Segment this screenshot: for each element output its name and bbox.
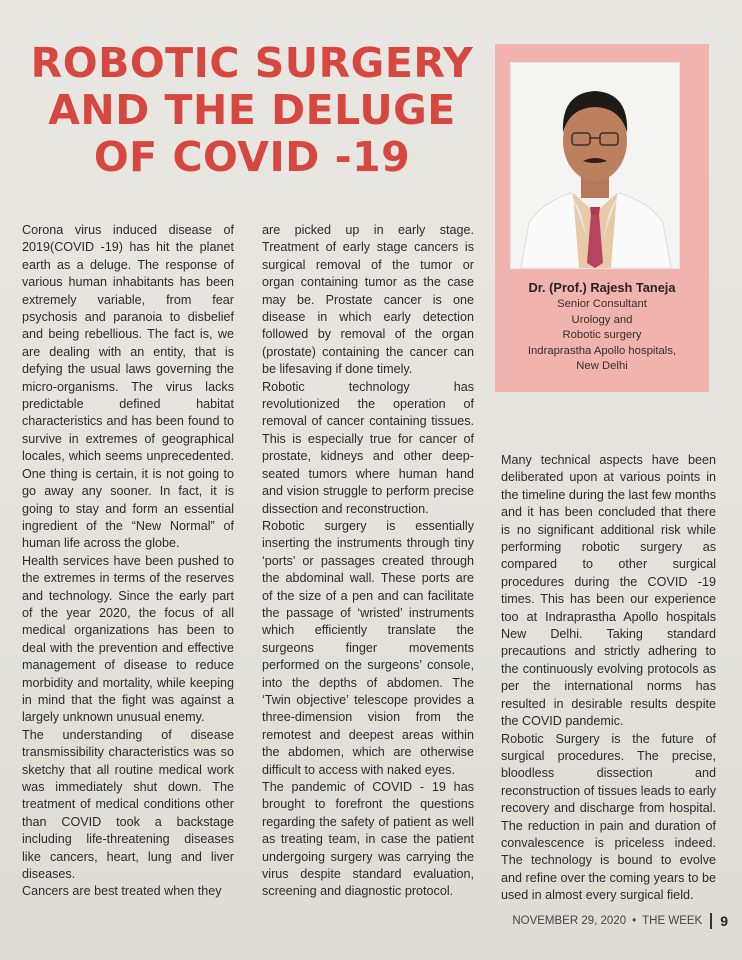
author-title-3: Robotic surgery [562,329,642,341]
paragraph: Robotic surgery is essentially inserting the instruments through tiny ‘ports’ or passages created through the abdominal wall. These ports are of the size of a pen and can facilitate the passage of ‘wristed’ instruments which efficiently translate the surgeons finger movements performed on the surgeons’ console, into the depths of abdomen. The ‘Twin objective’ telescope provides a three-dimension vision from the remotest and deepest areas within the abdomen, which are otherwise difficult to access with naked eyes. [262,518,474,777]
paragraph: Many technical aspects have been deliberated upon at various points in the timeline during the last few months and it has been concluded that there is no significant additional risk while performing robotic surgery as compared to other surgical procedures during the COVID -19 times. This has been our experience too at Indraprastha Apollo hospitals New Delhi. Taking standard precautions and strictly adhering to the continuously evolving protocols as per the international norms has resulted in desirable results despite the COVID pandemic. [501,453,716,729]
page-footer [512,913,728,929]
headline-line-1: ROBOTIC SURGERY [30,39,474,87]
author-title-2: Urology and [571,313,633,326]
paragraph: Cancers are best treated when they [22,884,222,899]
headline [22,40,482,181]
page-number: 9 [720,913,728,929]
issue-date: NOVEMBER 29, 2020 [512,915,627,927]
headline-line-3: OF COVID -19 [93,133,411,181]
paragraph: Robotic Surgery is the future of surgical procedures. The precise, bloodless dissection and reconstruction of tissues leads to early recovery and discharge from hospital. The reduction in pain and duration of convalescence is priceless indeed. The technology is bound to evolve and refine over the coming years to be used in almost every surgical field. [501,731,716,903]
author-box [495,44,709,392]
paragraph: The understanding of disease transmissibility characteristics was so sketchy that all routine medical work was immediately shut down. The treatment of medical conditions other than COVID took a backstage including life-threatening diseases like cancers, heart, lung and liver diseases. [22,727,234,882]
paragraph: Health services have been pushed to the extremes in terms of the reserves and technology. Since the early part of the year 2020, the focus of all medical organizations has been to deal with the prevention and effective management of disease to reduce morbidity and mortality, while keeping in mind that the fight was against a largely unknown unusual enemy. [22,553,234,725]
author-hospital: Indraprastha Apollo hospitals, [527,344,677,357]
article-column-2 [262,222,474,901]
paragraph: The pandemic of COVID - 19 has brought to forefront the questions regarding the safety of patient as well as treating team, in case the patient undergoing surgery was carrying the virus despite standard evaluation, screening and diagnostic protocol. [262,780,474,899]
author-credits [495,278,709,375]
headline-line-2: AND THE DELUGE [48,86,456,134]
author-title-1: Senior Consultant [557,298,647,310]
footer-bullet: • [632,915,637,927]
author-name: Dr. (Prof.) Rajesh Taneja [528,280,676,295]
paragraph: Robotic technology has revolutionized the operation of removal of cancer containing tissues. This is especially true for cancer of prostate, kidneys and other deep-seated tumors where human hand and vision struggle to perform precise dissection and reconstruction. [262,379,474,516]
author-city: New Delhi [576,360,628,372]
author-photo [510,62,680,269]
article-column-1 [22,222,234,901]
paragraph: Corona virus induced disease of 2019(COVID -19) has hit the planet earth as a deluge. The response of various human inhabitants has been extremely variable, from fear psychosis and paranoia to disbelief and being rebellious. The fact is, we are dealing with an entity, that is defying the usual laws governing the micro-organisms. The virus lacks predictable defined habitat characteristics and has been found to survive in extremes of geographical locales, which seems unprecedented. One thing is certain, it is not going to go away any sooner. In fact, it is going to stay and form an essential ingredient of the “New Normal” of human life across the globe. [22,223,234,551]
article-column-3 [501,452,716,905]
author-portrait-image [511,63,679,268]
footer-divider [710,913,712,929]
paragraph: are picked up in early stage. Treatment of early stage cancers is surgical removal of the tumor or organ containing tumor as the case may be. Prostate cancer is one disease in which early detection followed by removal of the organ (prostate) containing the cancer can be lifesaving if done timely. [262,223,474,377]
magazine-name: THE WEEK [642,915,703,927]
